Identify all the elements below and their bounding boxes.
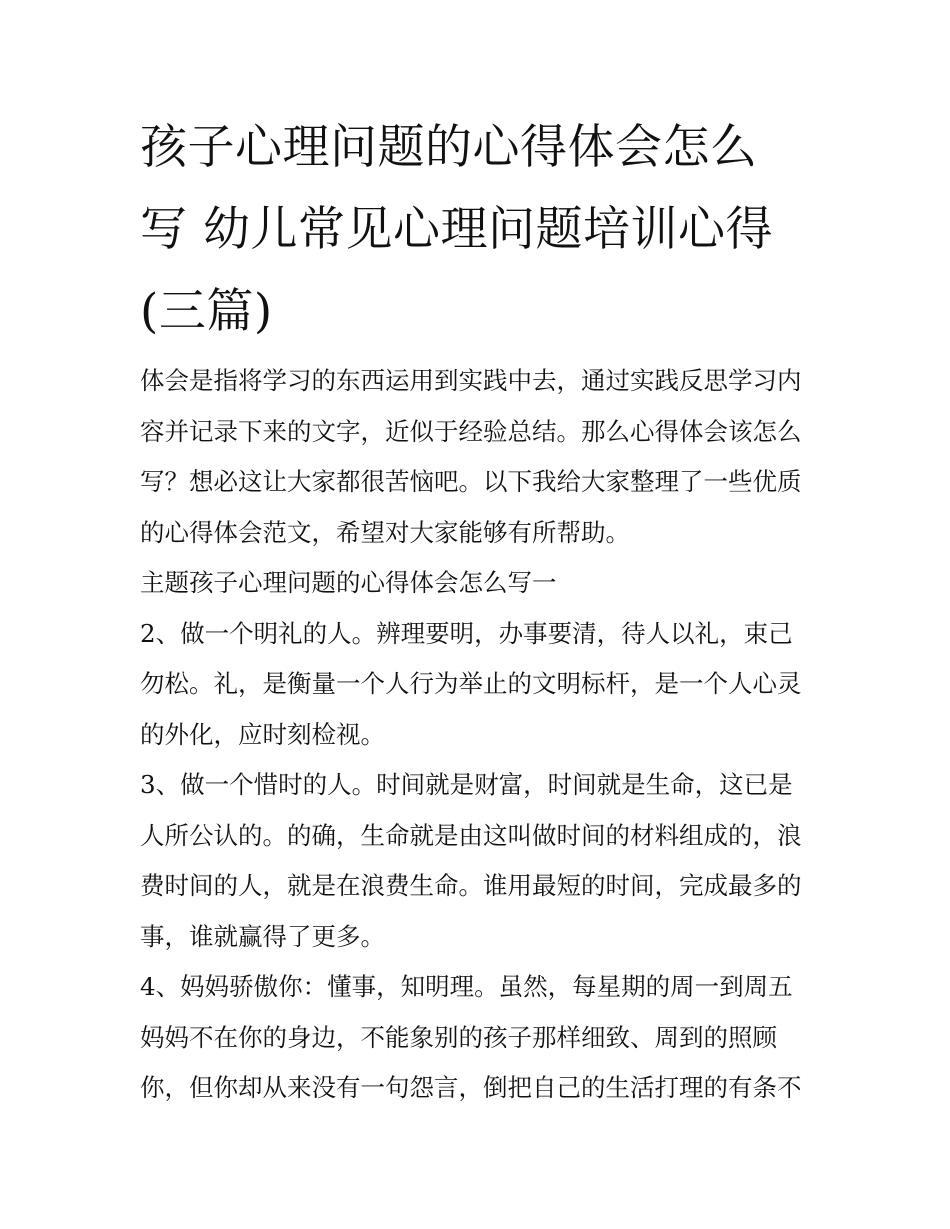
text-line: 事，谁就赢得了更多。: [140, 921, 385, 951]
text-line: 妈妈不在你的身边，不能象别的孩子那样细致、周到的照顾: [140, 1022, 777, 1052]
text-line: 的心得体会范文，希望对大家能够有所帮助。: [140, 517, 630, 547]
paragraph-item-2: [140, 609, 830, 761]
intro-paragraph: [140, 356, 830, 558]
document-title: [140, 107, 830, 353]
text-line: 勿松。礼，是衡量一个人行为举止的文明标杆，是一个人心灵: [140, 669, 802, 698]
text-line: 主题孩子心理问题的心得体会怎么写一: [140, 568, 557, 597]
text-line: 容并记录下来的文字，近似于经验总结。那么心得体会该怎么: [140, 416, 802, 446]
text-line: 2、做一个明礼的人。辨理要明，办事要清，待人以礼，束己: [140, 618, 793, 648]
title-line: 写 幼儿常见心理问题培训心得: [140, 202, 773, 257]
paragraph-item-4: [140, 962, 830, 1114]
title-line: 孩子心理问题的心得体会怎么: [140, 120, 758, 175]
text-line: 你，但你却从来没有一句怨言，倒把自己的生活打理的有条不: [140, 1073, 802, 1102]
text-line: 4、妈妈骄傲你：懂事，知明理。虽然，每星期的周一到周五: [140, 972, 793, 1001]
text-line: 费时间的人，就是在浪费生命。谁用最短的时间，完成最多的: [140, 871, 802, 900]
document-body: [140, 356, 830, 1114]
title-line: (三篇): [140, 284, 273, 339]
section-heading: [140, 558, 830, 609]
text-line: 的外化，应时刻检视。: [140, 719, 385, 749]
text-line: 写？想必这让大家都很苦恼吧。以下我给大家整理了一些优质: [140, 467, 802, 496]
text-line: 3、做一个惜时的人。时间就是财富，时间就是生命，这已是: [140, 770, 793, 799]
paragraph-item-3: [140, 760, 830, 962]
text-line: 人所公认的。的确，生命就是由这叫做时间的材料组成的，浪: [140, 820, 802, 850]
text-line: 体会是指将学习的东西运用到实践中去，通过实践反思学习内: [140, 366, 802, 395]
